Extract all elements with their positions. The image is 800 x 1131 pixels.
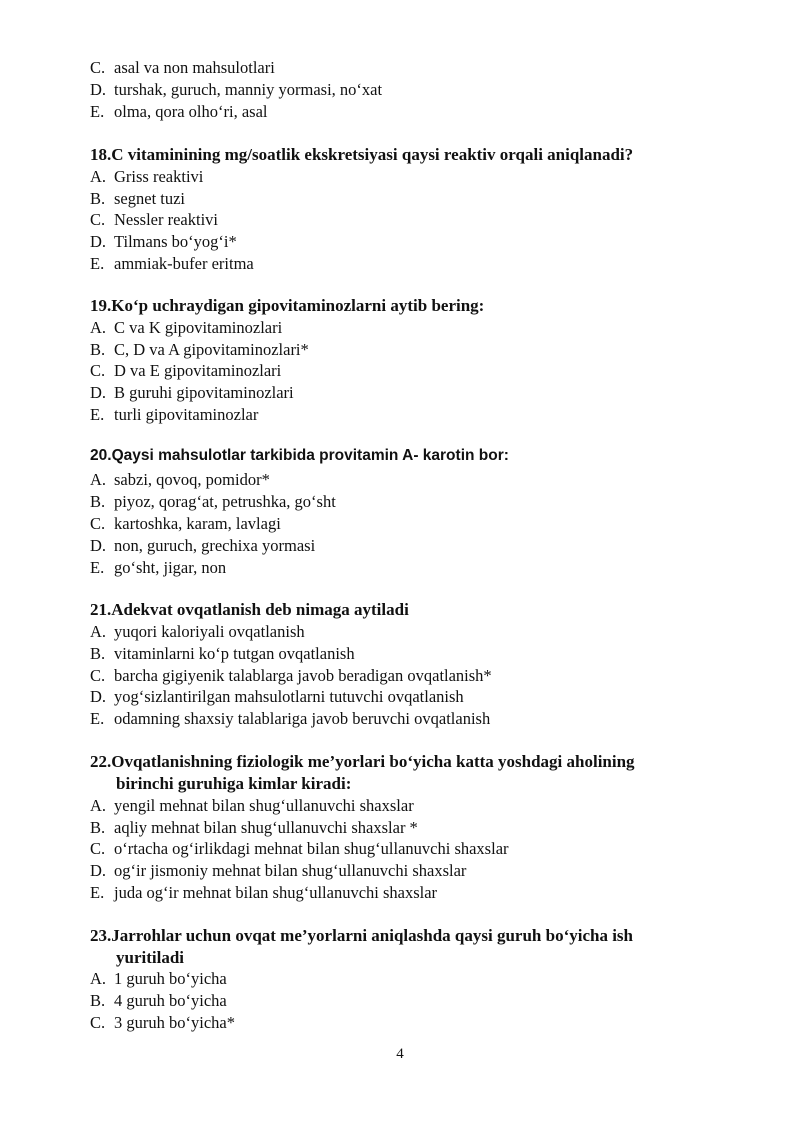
option-letter: E. bbox=[90, 254, 105, 273]
option-text: turshak, guruch, manniy yormasi, no‘xat bbox=[114, 80, 383, 99]
option-letter: C. bbox=[90, 361, 106, 380]
question-heading bbox=[90, 926, 633, 946]
option-letter: A. bbox=[90, 318, 107, 337]
option-line bbox=[90, 210, 218, 230]
option-text: kartoshka, karam, lavlagi bbox=[114, 514, 281, 533]
option-text: og‘ir jismoniy mehnat bilan shug‘ullanuvchi shaxslar bbox=[114, 861, 467, 880]
option-letter: A. bbox=[90, 167, 107, 186]
question-text: Ovqatlanishning fiziologik me’yorlari bo‘yicha katta yoshdagi aholining bbox=[111, 752, 635, 771]
option-text: C va K gipovitaminozlari bbox=[114, 318, 283, 337]
option-line bbox=[90, 687, 464, 707]
option-letter: A. bbox=[90, 470, 107, 489]
option-line bbox=[90, 818, 418, 838]
option-line bbox=[90, 405, 258, 425]
option-letter: D. bbox=[90, 861, 107, 880]
option-letter: B. bbox=[90, 340, 106, 359]
option-letter: E. bbox=[90, 558, 105, 577]
option-line bbox=[90, 883, 437, 903]
question-heading-continued: yuritiladi bbox=[116, 948, 185, 967]
option-line bbox=[90, 80, 382, 100]
option-text: ammiak-bufer eritma bbox=[114, 254, 254, 273]
option-text: vitaminlarni ko‘p tutgan ovqatlanish bbox=[114, 644, 355, 663]
option-text: juda og‘ir mehnat bilan shug‘ullanuvchi shaxslar bbox=[114, 883, 438, 902]
question-heading bbox=[90, 296, 484, 316]
option-text: non, guruch, grechixa yormasi bbox=[114, 536, 316, 555]
option-text: olma, qora olho‘ri, asal bbox=[114, 102, 268, 121]
option-line bbox=[90, 514, 281, 534]
option-text: piyoz, qorag‘at, petrushka, go‘sht bbox=[114, 492, 336, 511]
option-letter: E. bbox=[90, 102, 105, 121]
option-letter: C. bbox=[90, 210, 106, 229]
option-text: C, D va A gipovitaminozlari* bbox=[114, 340, 309, 359]
option-letter: A. bbox=[90, 796, 107, 815]
option-text: turli gipovitaminozlar bbox=[114, 405, 259, 424]
question-number: 18. bbox=[90, 145, 112, 164]
option-line bbox=[90, 709, 490, 729]
option-letter: B. bbox=[90, 818, 106, 837]
option-letter: B. bbox=[90, 189, 106, 208]
question-heading bbox=[90, 446, 509, 466]
page-number: 4 bbox=[396, 1046, 404, 1062]
question-text: Jarrohlar uchun ovqat me’yorlarni aniqlashda qaysi guruh bo‘yicha ish bbox=[111, 926, 634, 945]
option-line bbox=[90, 666, 492, 686]
option-letter: D. bbox=[90, 232, 107, 251]
option-text: 1 guruh bo‘yicha bbox=[114, 969, 227, 988]
question-text: C vitaminining mg/soatlik ekskretsiyasi qaysi reaktiv orqali aniqlanadi? bbox=[111, 145, 634, 164]
option-text: barcha gigiyenik talablarga javob beradigan ovqatlanish* bbox=[114, 666, 492, 685]
option-text: Griss reaktivi bbox=[114, 167, 204, 186]
option-line bbox=[90, 861, 466, 881]
option-line bbox=[90, 361, 281, 381]
option-line bbox=[90, 492, 336, 512]
option-letter: C. bbox=[90, 666, 106, 685]
option-letter: C. bbox=[90, 839, 106, 858]
question-text: Adekvat ovqatlanish deb nimaga aytiladi bbox=[111, 600, 409, 619]
option-line bbox=[90, 232, 237, 252]
question-heading bbox=[90, 752, 635, 772]
option-line bbox=[90, 796, 414, 816]
option-text: Nessler reaktivi bbox=[114, 210, 219, 229]
option-letter: D. bbox=[90, 80, 107, 99]
option-text: 4 guruh bo‘yicha bbox=[114, 991, 227, 1010]
question-number: 22. bbox=[90, 752, 112, 771]
option-line bbox=[90, 383, 294, 403]
question-number: 20. bbox=[90, 447, 112, 464]
option-text: aqliy mehnat bilan shug‘ullanuvchi shaxslar * bbox=[114, 818, 418, 837]
option-line bbox=[90, 969, 227, 989]
question-number: 19. bbox=[90, 296, 112, 315]
option-letter: A. bbox=[90, 622, 107, 641]
option-letter: C. bbox=[90, 58, 106, 77]
option-text: go‘sht, jigar, non bbox=[114, 558, 227, 577]
option-text: o‘rtacha og‘irlikdagi mehnat bilan shug‘ullanuvchi shaxslar bbox=[114, 839, 509, 858]
option-letter: C. bbox=[90, 514, 106, 533]
option-line bbox=[90, 644, 355, 664]
question-text: Qaysi mahsulotlar tarkibida provitamin A- karotin bor: bbox=[111, 447, 509, 464]
option-line bbox=[90, 470, 270, 490]
option-letter: D. bbox=[90, 687, 107, 706]
option-letter: E. bbox=[90, 709, 105, 728]
option-letter: D. bbox=[90, 536, 107, 555]
question-heading bbox=[90, 600, 409, 620]
option-letter: C. bbox=[90, 1013, 106, 1032]
option-line bbox=[90, 558, 226, 578]
question-number: 21. bbox=[90, 600, 112, 619]
option-letter: B. bbox=[90, 644, 106, 663]
option-text: B guruhi gipovitaminozlari bbox=[114, 383, 294, 402]
option-line bbox=[90, 167, 203, 187]
option-letter: E. bbox=[90, 883, 105, 902]
question-heading bbox=[90, 145, 633, 165]
option-letter: A. bbox=[90, 969, 107, 988]
option-letter: E. bbox=[90, 405, 105, 424]
option-line bbox=[90, 839, 509, 859]
option-text: D va E gipovitaminozlari bbox=[114, 361, 282, 380]
question-heading-continued: birinchi guruhiga kimlar kiradi: bbox=[116, 774, 352, 793]
option-line bbox=[90, 189, 185, 209]
option-line bbox=[90, 1013, 235, 1033]
option-text: odamning shaxsiy talablariga javob beruvchi ovqatlanish bbox=[114, 709, 491, 728]
option-text: sabzi, qovoq, pomidor* bbox=[114, 470, 270, 489]
option-text: yog‘sizlantirilgan mahsulotlarni tutuvchi ovqatlanish bbox=[114, 687, 464, 706]
option-line bbox=[90, 340, 309, 360]
option-line bbox=[90, 102, 268, 122]
option-text: segnet tuzi bbox=[114, 189, 186, 208]
option-text: yengil mehnat bilan shug‘ullanuvchi shaxslar bbox=[114, 796, 414, 815]
option-text: asal va non mahsulotlari bbox=[114, 58, 275, 77]
option-letter: D. bbox=[90, 383, 107, 402]
option-line bbox=[90, 991, 227, 1011]
option-text: 3 guruh bo‘yicha* bbox=[114, 1013, 235, 1032]
option-text: Tilmans bo‘yog‘i* bbox=[114, 232, 237, 251]
option-line bbox=[90, 622, 305, 642]
option-letter: B. bbox=[90, 991, 106, 1010]
option-line bbox=[90, 536, 315, 556]
question-text: Ko‘p uchraydigan gipovitaminozlarni aytib bering: bbox=[111, 296, 485, 315]
option-line bbox=[90, 318, 282, 338]
option-letter: B. bbox=[90, 492, 106, 511]
option-text: yuqori kaloriyali ovqatlanish bbox=[114, 622, 305, 641]
option-line bbox=[90, 58, 275, 78]
option-line bbox=[90, 254, 254, 274]
question-number: 23. bbox=[90, 926, 112, 945]
